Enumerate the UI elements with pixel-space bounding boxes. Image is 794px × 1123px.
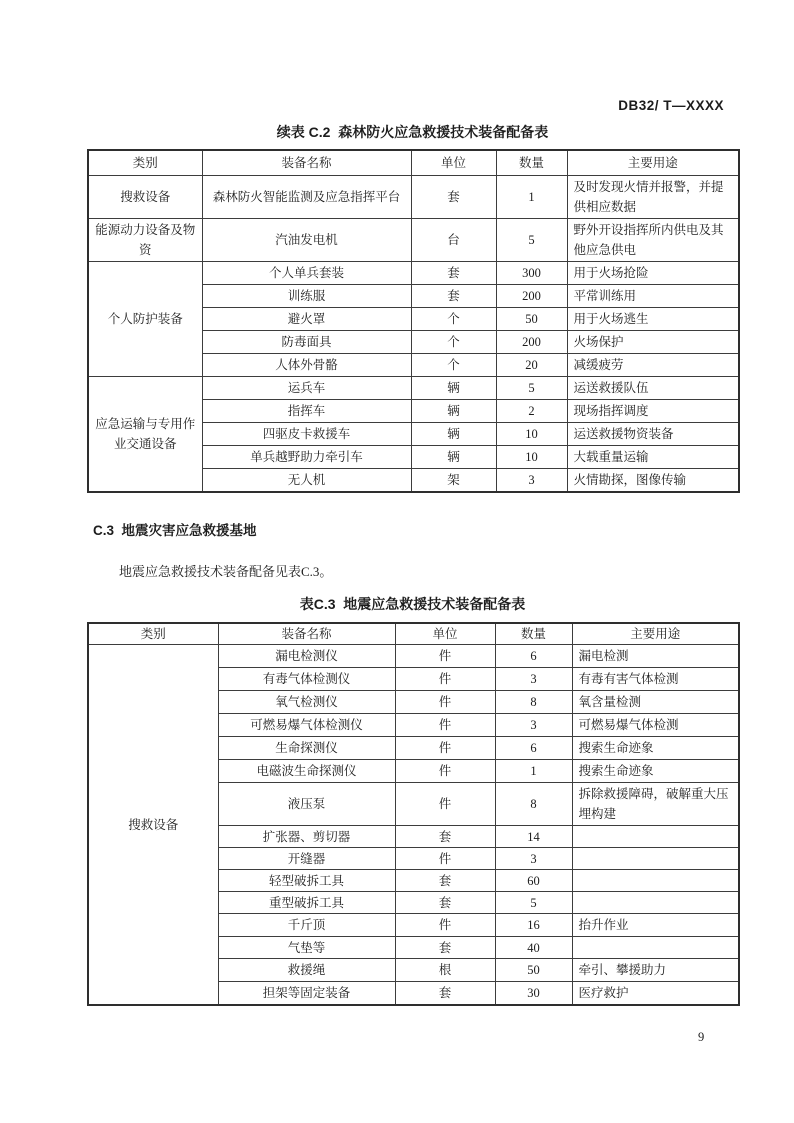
- quantity-cell: 50: [496, 307, 567, 330]
- purpose-cell: 用于火场逃生: [567, 307, 739, 330]
- page-number: 9: [698, 1030, 705, 1044]
- quantity-cell: 200: [496, 284, 567, 307]
- column-header: 装备名称: [218, 623, 395, 645]
- unit-cell: 件: [395, 914, 495, 937]
- quantity-cell: 14: [495, 826, 572, 848]
- unit-cell: 套: [395, 870, 495, 892]
- table-c3-title: 表C.3 地震应急救援技术装备配备表: [299, 595, 526, 612]
- equipment-name-cell: 森林防火智能监测及应急指挥平台: [202, 175, 411, 218]
- table-c3-header-row: [88, 623, 739, 645]
- equipment-name-cell: 千斤顶: [218, 914, 395, 937]
- equipment-name-cell: 单兵越野助力牵引车: [202, 445, 411, 468]
- quantity-cell: 3: [495, 714, 572, 737]
- unit-cell: 套: [395, 937, 495, 959]
- equipment-name-cell: 生命探测仪: [218, 737, 395, 760]
- purpose-cell: 火情勘探，图像传输: [567, 468, 739, 492]
- equipment-name-cell: 轻型破拆工具: [218, 870, 395, 892]
- table-c3: [87, 622, 740, 1007]
- equipment-name-cell: 担架等固定装备: [218, 982, 395, 1006]
- column-header: 数量: [495, 623, 572, 645]
- document-code: DB32/ T—XXXX: [618, 98, 724, 113]
- table-row: [88, 376, 739, 399]
- table-c2: [87, 149, 740, 493]
- quantity-cell: 40: [495, 937, 572, 959]
- purpose-cell: 野外开设指挥所内供电及其他应急供电: [567, 218, 739, 261]
- purpose-cell: [572, 826, 739, 848]
- unit-cell: 套: [411, 284, 496, 307]
- quantity-cell: 60: [495, 870, 572, 892]
- equipment-name-cell: 运兵车: [202, 376, 411, 399]
- purpose-cell: 及时发现火情并报警，并提供相应数据: [567, 175, 739, 218]
- purpose-cell: 牵引、攀援助力: [572, 959, 739, 982]
- purpose-cell: 现场指挥调度: [567, 399, 739, 422]
- purpose-cell: [572, 870, 739, 892]
- equipment-name-cell: 四驱皮卡救援车: [202, 422, 411, 445]
- purpose-cell: 减缓疲劳: [567, 353, 739, 376]
- equipment-name-cell: 氧气检测仪: [218, 691, 395, 714]
- unit-cell: 台: [411, 218, 496, 261]
- column-header: 类别: [88, 623, 218, 645]
- category-cell: 搜救设备: [88, 175, 202, 218]
- quantity-cell: 3: [495, 848, 572, 870]
- purpose-cell: 拆除救援障碍，破解重大压埋构建: [572, 783, 739, 826]
- quantity-cell: 200: [496, 330, 567, 353]
- quantity-cell: 5: [496, 218, 567, 261]
- quantity-cell: 10: [496, 445, 567, 468]
- unit-cell: 件: [395, 760, 495, 783]
- purpose-cell: 火场保护: [567, 330, 739, 353]
- purpose-cell: 可燃易爆气体检测: [572, 714, 739, 737]
- unit-cell: 个: [411, 330, 496, 353]
- purpose-cell: 抬升作业: [572, 914, 739, 937]
- unit-cell: 件: [395, 691, 495, 714]
- column-header: 类别: [88, 150, 202, 175]
- table-c2-title: 续表 C.2 森林防火应急救援技术装备配备表: [276, 124, 549, 140]
- quantity-cell: 8: [495, 691, 572, 714]
- equipment-name-cell: 可燃易爆气体检测仪: [218, 714, 395, 737]
- equipment-name-cell: 重型破拆工具: [218, 892, 395, 914]
- column-header: 数量: [496, 150, 567, 175]
- purpose-cell: 有毒有害气体检测: [572, 668, 739, 691]
- equipment-name-cell: 救援绳: [218, 959, 395, 982]
- column-header: 单位: [411, 150, 496, 175]
- column-header: 单位: [395, 623, 495, 645]
- quantity-cell: 20: [496, 353, 567, 376]
- equipment-name-cell: 液压泵: [218, 783, 395, 826]
- unit-cell: 件: [395, 668, 495, 691]
- purpose-cell: 搜索生命迹象: [572, 760, 739, 783]
- purpose-cell: 大载重量运输: [567, 445, 739, 468]
- equipment-name-cell: 训练服: [202, 284, 411, 307]
- quantity-cell: 3: [495, 668, 572, 691]
- unit-cell: 辆: [411, 399, 496, 422]
- unit-cell: 辆: [411, 422, 496, 445]
- table-c2-header-row: [88, 150, 739, 175]
- equipment-name-cell: 指挥车: [202, 399, 411, 422]
- equipment-name-cell: 有毒气体检测仪: [218, 668, 395, 691]
- page-content: [87, 0, 738, 1006]
- quantity-cell: 2: [496, 399, 567, 422]
- column-header: 装备名称: [202, 150, 411, 175]
- purpose-cell: 医疗救护: [572, 982, 739, 1006]
- equipment-name-cell: 汽油发电机: [202, 218, 411, 261]
- purpose-cell: [572, 937, 739, 959]
- category-cell: 应急运输与专用作业交通设备: [88, 376, 202, 492]
- quantity-cell: 8: [495, 783, 572, 826]
- column-header: 主要用途: [572, 623, 739, 645]
- category-cell: 个人防护装备: [88, 261, 202, 376]
- column-header: 主要用途: [567, 150, 739, 175]
- unit-cell: 套: [411, 261, 496, 284]
- unit-cell: 架: [411, 468, 496, 492]
- table-row: [88, 175, 739, 218]
- quantity-cell: 1: [496, 175, 567, 218]
- unit-cell: 个: [411, 353, 496, 376]
- unit-cell: 个: [411, 307, 496, 330]
- unit-cell: 辆: [411, 445, 496, 468]
- purpose-cell: 运送救援物资装备: [567, 422, 739, 445]
- purpose-cell: 用于火场抢险: [567, 261, 739, 284]
- unit-cell: 套: [395, 982, 495, 1006]
- equipment-name-cell: 防毒面具: [202, 330, 411, 353]
- purpose-cell: 搜索生命迹象: [572, 737, 739, 760]
- equipment-name-cell: 气垫等: [218, 937, 395, 959]
- table-row: [88, 645, 739, 668]
- quantity-cell: 1: [495, 760, 572, 783]
- quantity-cell: 5: [496, 376, 567, 399]
- unit-cell: 套: [395, 892, 495, 914]
- section-c3-intro: 地震应急救援技术装备配备见表C.3。: [119, 563, 333, 579]
- purpose-cell: [572, 892, 739, 914]
- table-row: [88, 261, 739, 284]
- purpose-cell: [572, 848, 739, 870]
- quantity-cell: 3: [496, 468, 567, 492]
- equipment-name-cell: 开缝器: [218, 848, 395, 870]
- equipment-name-cell: 个人单兵套装: [202, 261, 411, 284]
- category-cell: 搜救设备: [88, 645, 218, 1006]
- equipment-name-cell: 人体外骨骼: [202, 353, 411, 376]
- purpose-cell: 平常训练用: [567, 284, 739, 307]
- section-c3-heading: C.3 地震灾害应急救援基地: [93, 522, 257, 538]
- unit-cell: 根: [395, 959, 495, 982]
- unit-cell: 套: [395, 826, 495, 848]
- equipment-name-cell: 漏电检测仪: [218, 645, 395, 668]
- equipment-name-cell: 无人机: [202, 468, 411, 492]
- purpose-cell: 氧含量检测: [572, 691, 739, 714]
- quantity-cell: 16: [495, 914, 572, 937]
- unit-cell: 件: [395, 645, 495, 668]
- quantity-cell: 6: [495, 645, 572, 668]
- equipment-name-cell: 电磁波生命探测仪: [218, 760, 395, 783]
- purpose-cell: 运送救援队伍: [567, 376, 739, 399]
- unit-cell: 件: [395, 714, 495, 737]
- quantity-cell: 10: [496, 422, 567, 445]
- quantity-cell: 50: [495, 959, 572, 982]
- table-row: [88, 218, 739, 261]
- purpose-cell: 漏电检测: [572, 645, 739, 668]
- quantity-cell: 30: [495, 982, 572, 1006]
- category-cell: 能源动力设备及物资: [88, 218, 202, 261]
- unit-cell: 辆: [411, 376, 496, 399]
- unit-cell: 件: [395, 737, 495, 760]
- quantity-cell: 5: [495, 892, 572, 914]
- unit-cell: 套: [411, 175, 496, 218]
- quantity-cell: 6: [495, 737, 572, 760]
- unit-cell: 件: [395, 783, 495, 826]
- equipment-name-cell: 扩张器、剪切器: [218, 826, 395, 848]
- equipment-name-cell: 避火罩: [202, 307, 411, 330]
- quantity-cell: 300: [496, 261, 567, 284]
- unit-cell: 件: [395, 848, 495, 870]
